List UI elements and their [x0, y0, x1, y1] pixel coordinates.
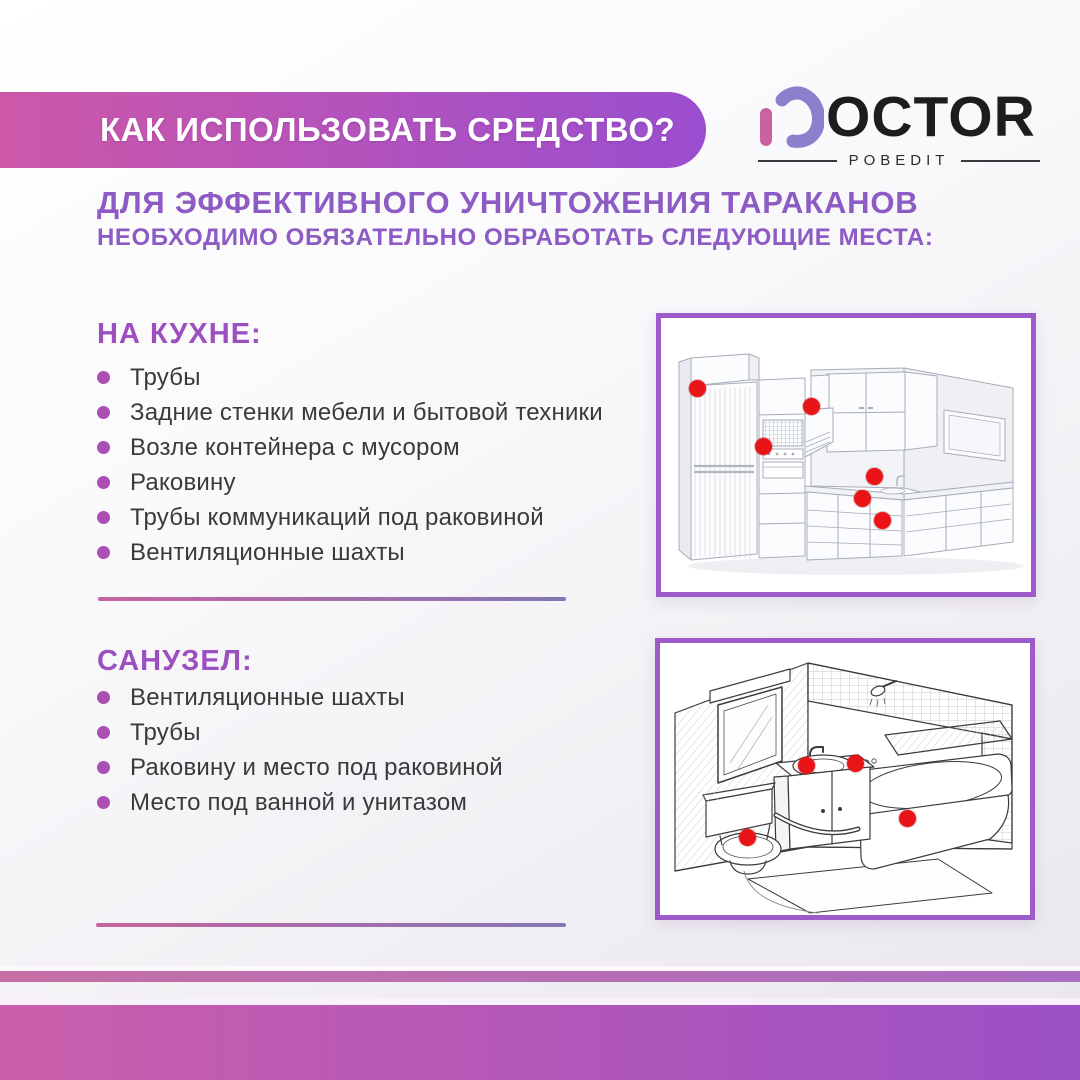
bullet-dot-icon	[97, 761, 110, 774]
treatment-spot-marker	[847, 755, 864, 772]
bathroom-spot-list	[97, 680, 617, 820]
treatment-spot-marker	[854, 490, 871, 507]
section-divider	[98, 597, 566, 601]
footer-stripe-pink	[0, 971, 1080, 982]
bathroom-illustration	[660, 643, 1030, 915]
treatment-spot-marker	[899, 810, 916, 827]
logo-rule-left	[758, 160, 837, 162]
kitchen-list-item: Возле контейнера с мусором	[97, 430, 617, 465]
bullet-dot-icon	[97, 441, 110, 454]
bathroom-list-item: Место под ванной и унитазом	[97, 785, 617, 820]
bathroom-list-item: Трубы	[97, 715, 617, 750]
bullet-dot-icon	[97, 511, 110, 524]
section-divider	[96, 923, 566, 927]
brand-logo	[758, 86, 1040, 169]
header-banner	[0, 92, 706, 168]
bullet-dot-icon	[97, 476, 110, 489]
brand-logo-subline	[758, 152, 1040, 169]
kitchen-list-item: Трубы	[97, 360, 617, 395]
header-banner-title: КАК ИСПОЛЬЗОВАТЬ СРЕДСТВО?	[100, 111, 676, 148]
bathtub	[856, 754, 1012, 869]
upper-cabinets	[827, 372, 937, 452]
kitchen-section-title: НА КУХНЕ:	[97, 318, 262, 350]
bullet-dot-icon	[97, 546, 110, 559]
brand-logo-subtext: POBEDIT	[848, 152, 950, 169]
intro-line-1: ДЛЯ ЭФФЕКТИВНОГО УНИЧТОЖЕНИЯ ТАРАКАНОВ	[97, 185, 919, 220]
kitchen-list-item: Раковину	[97, 465, 617, 500]
brand-logo-text: OCTOR	[826, 85, 1036, 149]
kitchen-figure	[656, 313, 1036, 597]
bathroom-section-title: САНУЗЕЛ:	[97, 645, 253, 677]
bullet-dot-icon	[97, 371, 110, 384]
bathroom-figure	[655, 638, 1035, 920]
logo-rule-right	[961, 160, 1040, 162]
intro-text	[97, 186, 957, 252]
doctor-d-icon	[758, 86, 824, 148]
kitchen-list-item: Трубы коммуникаций под раковиной	[97, 500, 617, 535]
treatment-spot-marker	[798, 757, 815, 774]
kitchen-spot-list	[97, 360, 617, 570]
oven-column	[759, 378, 805, 558]
kitchen-list-item: Задние стенки мебели и бытовой техники	[97, 395, 617, 430]
treatment-spot-marker	[874, 512, 891, 529]
bullet-dot-icon	[97, 691, 110, 704]
bullet-dot-icon	[97, 406, 110, 419]
intro-line-2: НЕОБХОДИМО ОБЯЗАТЕЛЬНО ОБРАБОТАТЬ СЛЕДУЮЩИЕ МЕСТА:	[97, 224, 934, 251]
tv-panel	[944, 410, 1005, 461]
bullet-dot-icon	[97, 796, 110, 809]
treatment-spot-marker	[803, 398, 820, 415]
treatment-spot-marker	[755, 438, 772, 455]
footer-gradient-band	[0, 1005, 1080, 1080]
kitchen-list-item: Вентиляционные шахты	[97, 535, 617, 570]
kitchen-illustration	[661, 318, 1031, 592]
bullet-dot-icon	[97, 726, 110, 739]
brand-logo-wordmark	[758, 86, 1040, 148]
treatment-spot-marker	[739, 829, 756, 846]
bathroom-list-item: Раковину и место под раковиной	[97, 750, 617, 785]
footer-stripe-lavender	[0, 998, 1080, 1005]
treatment-spot-marker	[689, 380, 706, 397]
bathroom-list-item: Вентиляционные шахты	[97, 680, 617, 715]
